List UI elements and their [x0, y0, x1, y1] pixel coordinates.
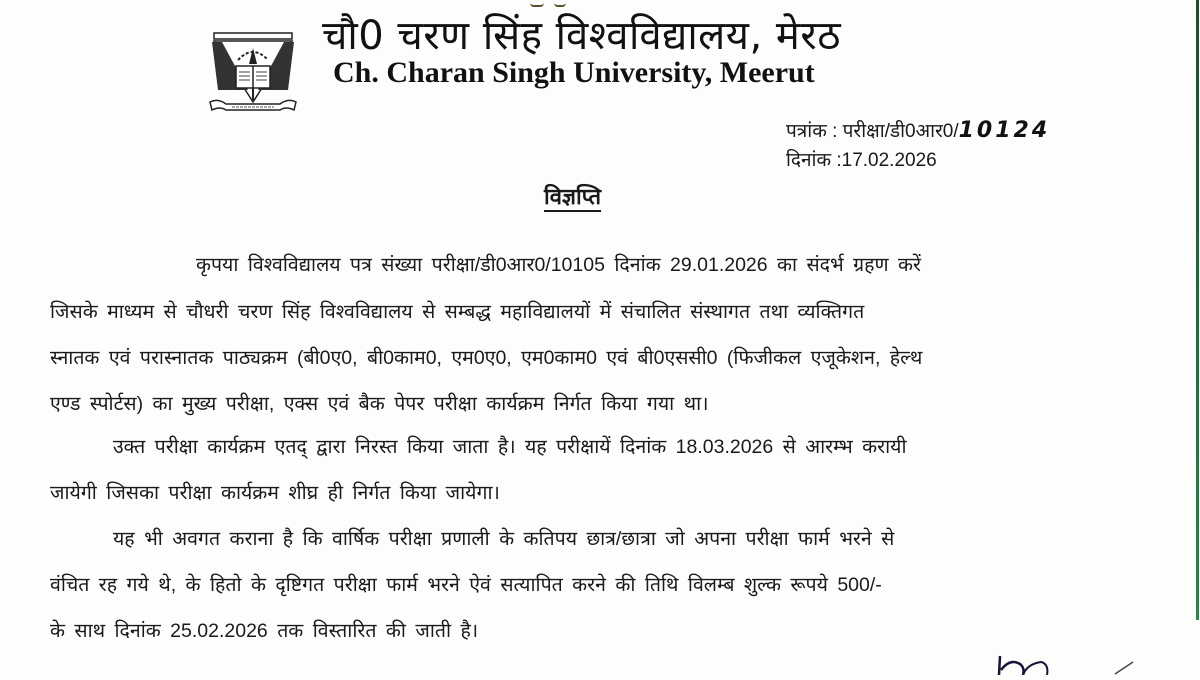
university-name-english: Ch. Charan Singh University, Meerut [333, 56, 815, 89]
emblem-svg [208, 30, 298, 115]
notice-line-3: स्नातक एवं परास्नातक पाठ्यक्रम (बी0ए0, बी0काम0, एम0ए0, एम0काम0 एवं बी0एससी0 (फिजीकल एजूकेशन, हेल्थ [50, 347, 923, 369]
document-edge-border [1196, 0, 1199, 620]
signature-icon [965, 652, 1145, 675]
letter-number-handwritten: 10124 [958, 118, 1051, 143]
reference-block [786, 116, 1050, 175]
notice-line-5: उक्त परीक्षा कार्यक्रम एतद् द्वारा निरस्त किया जाता है। यह परीक्षायें दिनांक 18.03.2026 से आरम्भ करायी [113, 436, 907, 458]
university-name-hindi: चौ0 चरण सिंह विश्वविद्यालय, मेरठ [322, 13, 841, 59]
notice-line-6: जायेगी जिसका परीक्षा कार्यक्रम शीघ्र ही निर्गत किया जायेगा। [50, 482, 500, 504]
notice-heading: विज्ञप्ति [544, 184, 602, 209]
notice-line-7: यह भी अवगत कराना है कि वार्षिक परीक्षा प्रणाली के कतिपय छात्र/छात्रा जो अपना परीक्षा फार्म भरने से [113, 528, 895, 550]
notice-line-9: के साथ दिनांक 25.02.2026 तक विस्तारित की जाती है। [50, 620, 479, 642]
university-emblem-icon [208, 30, 298, 115]
notice-line-1: कृपया विश्वविद्यालय पत्र संख्या परीक्षा/डी0आर0/10105 दिनांक 29.01.2026 का संदर्भ ग्रहण करें [196, 254, 921, 276]
notice-line-4: एण्ड स्पोर्टस) का मुख्य परीक्षा, एक्स एवं बैक पेपर परीक्षा कार्यक्रम निर्गत किया गया था। [50, 393, 709, 415]
notice-line-8: वंचित रह गये थे, के हितो के दृष्टिगत परीक्षा फार्म भरने ऐवं सत्यापित करने की तिथि विलम्ब शुल्क रूपये 500/- [50, 574, 882, 596]
letter-number [786, 116, 1050, 146]
letter-date: दिनांक :17.02.2026 [786, 150, 937, 171]
letter-number-label: पत्रांक : परीक्षा/डी0आर0/ [786, 121, 959, 142]
notice-line-2: जिसके माध्यम से चौधरी चरण सिंह विश्वविद्यालय से सम्बद्ध महाविद्यालयों में संचालित संस्थागत तथा व्यक्तिगत [50, 301, 865, 323]
